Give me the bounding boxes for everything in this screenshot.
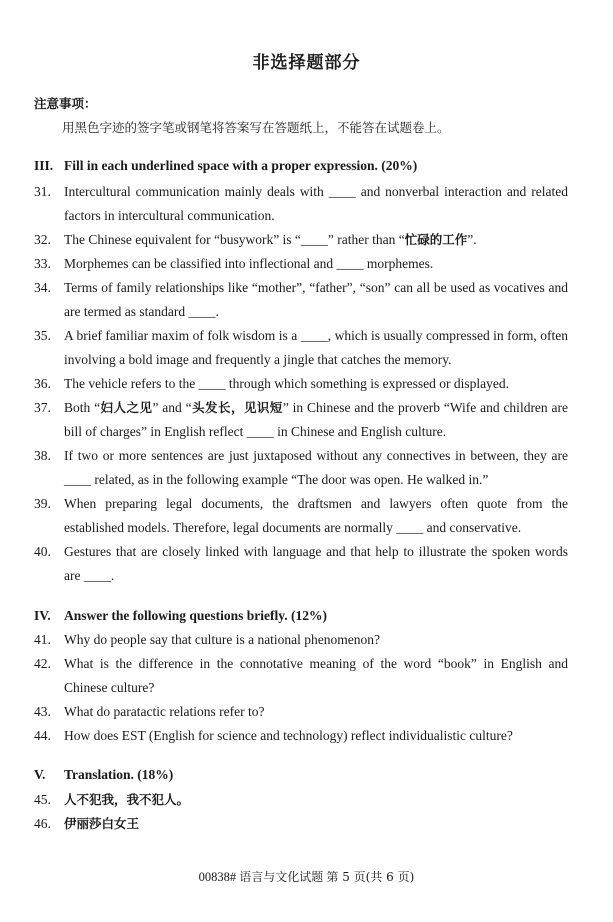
question-44: [34, 724, 568, 748]
text-segment: ” and “: [152, 400, 192, 415]
chinese-phrase: 头发长，见识短: [191, 400, 283, 415]
question-35: [34, 324, 568, 372]
question-40: [34, 540, 568, 588]
question-41: [34, 628, 568, 652]
section-heading-iii: [34, 158, 417, 174]
question-34: [34, 276, 568, 324]
question-number: 42.: [34, 656, 51, 671]
question-text: Terms of family relationships like “mother”, “father”, “son” can all be used as vocatives and are termed as standard ____.: [64, 280, 568, 319]
question-number: 35.: [34, 328, 51, 343]
page-title: 非选择题部分: [252, 53, 361, 73]
question-number: 39.: [34, 496, 51, 511]
question-number: 32.: [34, 232, 51, 247]
question-31: [34, 180, 568, 228]
section-title: Fill in each underlined space with a proper expression. (20%): [64, 158, 418, 173]
notice-text: 用黑色字迹的签字笔或钢笔将答案写在答题纸上，不能答在试题卷上。: [62, 120, 450, 135]
question-text: The vehicle refers to the ____ through which something is expressed or displayed.: [64, 376, 510, 391]
question-text: 伊丽莎白女王: [64, 816, 140, 831]
section-title: Translation. (18%): [64, 767, 174, 782]
question-number: 38.: [34, 448, 51, 463]
question-text: Morphemes can be classified into inflectional and ____ morphemes.: [64, 256, 434, 271]
question-text: Why do people say that culture is a national phenomenon?: [64, 632, 381, 647]
question-number: 46.: [34, 816, 51, 831]
page-number: 第 5 页(共 6 页): [326, 870, 415, 884]
question-42: [34, 652, 568, 700]
question-text: 人不犯我，我不犯人。: [64, 792, 190, 807]
question-39: [34, 492, 568, 540]
text-segment: Both “: [64, 400, 101, 415]
question-text: What is the difference in the connotative meaning of the word “book” in English and Chinese culture?: [64, 656, 568, 695]
section-heading-iv: [34, 608, 327, 624]
text-segment: ”.: [467, 232, 477, 247]
section-number: III.: [34, 158, 54, 173]
question-number: 31.: [34, 184, 51, 199]
text-segment: ” in Chinese and the proverb “Wife and children are bill of charges” in English reflect ____ in Chinese and English culture.: [64, 400, 568, 439]
question-43: [34, 700, 568, 724]
chinese-phrase: 忙碌的工作: [404, 232, 468, 247]
section-title: Answer the following questions briefly. (12%): [64, 608, 328, 623]
question-number: 37.: [34, 400, 51, 415]
question-text: What do paratactic relations refer to?: [64, 704, 265, 719]
question-number: 43.: [34, 704, 51, 719]
section-number: IV.: [34, 608, 51, 623]
question-number: 36.: [34, 376, 51, 391]
question-number: 44.: [34, 728, 51, 743]
question-text: When preparing legal documents, the draftsmen and lawyers often quote from the established models. Therefore, legal documents are normally ____ and conservative.: [64, 496, 568, 535]
question-text: If two or more sentences are just juxtaposed without any connectives in between, they are ____ related, as in the following example “The door was open. He walked in.”: [64, 448, 568, 487]
question-36: [34, 372, 568, 396]
chinese-phrase: 妇人之见: [100, 400, 153, 415]
question-text: [64, 228, 568, 252]
question-text: Gestures that are closely linked with language and that help to illustrate the spoken words are ____.: [64, 544, 568, 583]
section-number: V.: [34, 767, 46, 782]
question-number: 40.: [34, 544, 51, 559]
question-45: [34, 788, 568, 812]
page-footer: [0, 868, 613, 885]
question-33: [34, 252, 568, 276]
subject-title: 语言与文化试题: [239, 870, 324, 884]
question-text: How does EST (English for science and technology) reflect individualistic culture?: [64, 728, 513, 743]
notice-label: 注意事项：: [34, 96, 97, 111]
question-number: 45.: [34, 792, 51, 807]
question-46: [34, 812, 568, 836]
question-number: 41.: [34, 632, 51, 647]
section-heading-v: [34, 767, 173, 783]
question-text: A brief familiar maxim of folk wisdom is a ____, which is usually compressed in form, often involving a bold image and frequently a jingle that catches the memory.: [64, 328, 568, 367]
question-number: 34.: [34, 280, 51, 295]
question-38: [34, 444, 568, 492]
question-number: 33.: [34, 256, 51, 271]
question-32: [34, 228, 568, 252]
question-text: Intercultural communication mainly deals with ____ and nonverbal interaction and related factors in intercultural communication.: [64, 184, 568, 223]
question-37: [34, 396, 568, 444]
exam-code: 00838#: [198, 870, 237, 884]
question-text: [64, 396, 568, 444]
text-segment: The Chinese equivalent for “busywork” is “____” rather than “: [64, 232, 405, 247]
